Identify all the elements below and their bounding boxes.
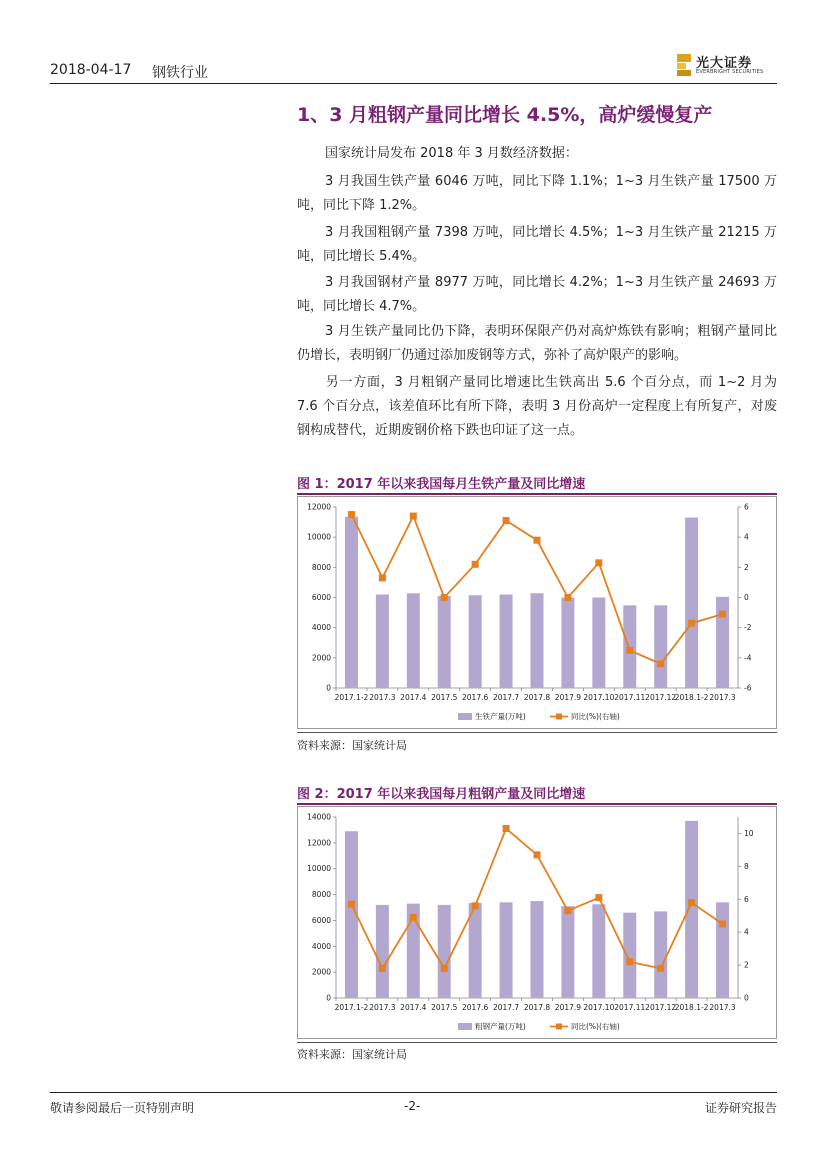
y2-tick-label: 6	[744, 894, 749, 904]
series-point	[657, 965, 664, 972]
series-point	[534, 851, 541, 858]
bar	[592, 598, 605, 689]
bar	[469, 903, 482, 998]
y-tick-label: 12000	[307, 502, 331, 512]
series-point	[595, 559, 602, 566]
y2-tick-label: 2	[744, 960, 749, 970]
series-point	[348, 511, 355, 518]
figure-2-source: 资料来源：国家统计局	[297, 1048, 407, 1061]
bar	[654, 605, 667, 688]
footer-rule	[50, 1092, 777, 1093]
bar	[685, 518, 698, 688]
x-tick-label: 2017.10	[583, 1003, 615, 1012]
y-tick-label: 6000	[311, 593, 331, 602]
y-tick-label: 2000	[311, 967, 331, 977]
y-tick-label: 12000	[307, 838, 331, 848]
report-date: 2018-04-17	[50, 62, 132, 78]
bar	[500, 902, 513, 998]
legend-bar-label: 粗钢产量(万吨)	[475, 1022, 526, 1031]
x-tick-label: 2017.4	[400, 693, 427, 702]
x-tick-label: 2017.1-2	[334, 1003, 369, 1012]
series-point	[564, 907, 571, 914]
x-tick-label: 2017.11	[614, 693, 646, 702]
series-point	[410, 513, 417, 520]
y-tick-label: 4000	[311, 941, 331, 951]
y2-tick-label: 0	[744, 993, 749, 1003]
y-tick-label: 10000	[307, 532, 331, 542]
company-logo	[677, 52, 777, 80]
figure-1-source: 资料来源：国家统计局	[297, 739, 407, 752]
paragraph-6: 另一方面，3 月粗钢产量同比增速比生铁高出 5.6 个百分点，而 1~2 月为 7.6 个百分点，该差值环比有所下降，表明 3 月份高炉一定程度上有所复产，对废钢构成替代，近期废钢价格下跌也印证了这一点。	[297, 375, 777, 438]
series-point	[688, 899, 695, 906]
figure-2-bottom-rule	[297, 1042, 777, 1043]
series-point	[441, 965, 448, 972]
y2-tick-label: -2	[744, 623, 752, 633]
x-tick-label: 2018.1-2	[674, 693, 709, 702]
y-tick-label: 0	[326, 683, 331, 693]
bar	[376, 905, 389, 998]
y-tick-label: 8000	[311, 562, 331, 572]
bar	[716, 902, 729, 998]
y-tick-label: 10000	[307, 864, 331, 874]
series-point	[626, 647, 633, 654]
x-tick-label: 2017.8	[523, 693, 551, 702]
legend-bar-swatch	[458, 713, 472, 720]
footer-disclaimer: 敬请参阅最后一页特别声明	[50, 1101, 195, 1115]
x-tick-label: 2017.3	[369, 1003, 396, 1012]
bar	[685, 821, 698, 998]
paragraph-4: 3 月我国钢材产量 8977 万吨，同比增长 4.2%；1~3 月生铁产量 24693 万吨，同比增长 4.7%。	[297, 275, 777, 314]
figure-2-svg	[298, 807, 776, 1038]
series-point	[348, 901, 355, 908]
x-tick-label: 2017.10	[583, 693, 615, 702]
section-title: 1、3 月粗钢产量同比增长 4.5%，高炉缓慢复产	[297, 104, 713, 126]
page-header	[50, 52, 777, 84]
series-point	[503, 517, 510, 524]
series-point	[472, 561, 479, 568]
series-point	[379, 574, 386, 581]
bar	[469, 595, 482, 688]
x-tick-label: 2017.5	[431, 1003, 458, 1012]
page-number: -2-	[404, 1099, 421, 1113]
bar	[438, 905, 451, 998]
bar	[716, 597, 729, 688]
bar	[500, 594, 513, 688]
y2-tick-label: 4	[744, 532, 749, 542]
series-point	[657, 660, 664, 667]
y-tick-label: 2000	[311, 653, 331, 663]
x-tick-label: 2017.7	[492, 693, 520, 702]
figure-2-chart	[297, 806, 777, 1039]
x-tick-label: 2017.3	[709, 693, 736, 702]
y2-tick-label: 4	[744, 927, 749, 937]
bar	[376, 594, 389, 688]
x-tick-label: 2017.8	[523, 1003, 551, 1012]
series-point	[441, 594, 448, 601]
paragraph-1: 国家统计局发布 2018 年 3 月数经济数据：	[325, 146, 578, 161]
figure-1-bottom-rule	[297, 732, 777, 733]
logo-name-en: EVERBRIGHT SECURITIES	[696, 69, 764, 75]
y-tick-label: 8000	[311, 890, 331, 900]
x-tick-label: 2017.4	[400, 1003, 427, 1012]
bar	[407, 593, 420, 688]
series-point	[410, 914, 417, 921]
bar	[623, 605, 636, 688]
x-tick-label: 2017.12	[645, 1003, 677, 1012]
x-tick-label: 2017.11	[614, 1003, 646, 1012]
paragraph-5: 3 月生铁产量同比仍下降，表明环保限产仍对高炉炼铁有影响；粗钢产量同比仍增长，表明钢厂仍通过添加废钢等方式，弥补了高炉限产的影响。	[297, 324, 777, 363]
y2-tick-label: 6	[744, 502, 749, 512]
paragraph-2: 3 月我国生铁产量 6046 万吨，同比下降 1.1%；1~3 月生铁产量 17500 万吨，同比下降 1.2%。	[297, 174, 777, 213]
y2-tick-label: -4	[744, 653, 752, 663]
x-tick-label: 2017.3	[709, 1003, 736, 1012]
bar	[561, 906, 574, 998]
series-point	[626, 958, 633, 965]
x-tick-label: 2018.1-2	[674, 1003, 709, 1012]
bar	[531, 901, 544, 998]
x-tick-label: 2017.3	[369, 693, 396, 702]
logo-mark-icon	[677, 54, 691, 76]
y-tick-label: 14000	[307, 812, 331, 822]
bar	[592, 904, 605, 998]
figure-1-svg	[298, 497, 776, 728]
legend-line-label: 同比(%)(右轴)	[571, 1022, 620, 1031]
x-tick-label: 2017.5	[431, 693, 458, 702]
series-point	[595, 894, 602, 901]
series-point	[472, 902, 479, 909]
figure-2-rule	[297, 803, 777, 805]
series-point	[719, 611, 726, 618]
x-tick-label: 2017.1-2	[334, 693, 369, 702]
y2-tick-label: 2	[744, 562, 749, 572]
series-point	[719, 920, 726, 927]
bar	[345, 517, 358, 688]
figure-1-chart	[297, 496, 777, 729]
bar	[531, 593, 544, 688]
industry-label: 钢铁行业	[152, 65, 208, 81]
bar	[561, 598, 574, 689]
legend-line-label: 同比(%)(右轴)	[571, 712, 620, 721]
figure-1-rule	[297, 493, 777, 495]
bar	[623, 913, 636, 998]
x-tick-label: 2017.6	[462, 693, 489, 702]
series-point	[534, 537, 541, 544]
x-tick-label: 2017.9	[554, 1003, 582, 1012]
x-tick-label: 2017.6	[462, 1003, 489, 1012]
bar	[654, 911, 667, 998]
y-tick-label: 6000	[311, 915, 331, 925]
series-point	[503, 825, 510, 832]
legend-line-marker	[556, 1024, 562, 1030]
legend-bar-label: 生铁产量(万吨)	[475, 712, 526, 721]
paragraph-3: 3 月我国粗钢产量 7398 万吨，同比增长 4.5%；1~3 月生铁产量 21215 万吨，同比增长 5.4%。	[297, 225, 777, 264]
y2-tick-label: 10	[744, 828, 754, 838]
figure-1-title: 图 1：2017 年以来我国每月生铁产量及同比增速	[297, 477, 586, 492]
legend-line-marker	[556, 714, 562, 720]
bar	[438, 596, 451, 688]
series-point	[379, 965, 386, 972]
x-tick-label: 2017.7	[492, 1003, 520, 1012]
y2-tick-label: -6	[744, 683, 752, 693]
x-tick-label: 2017.12	[645, 693, 677, 702]
figure-2-title: 图 2：2017 年以来我国每月粗钢产量及同比增速	[297, 787, 586, 802]
logo-name-cn: 光大证券	[696, 56, 753, 71]
x-tick-label: 2017.9	[554, 693, 582, 702]
series-point	[688, 620, 695, 627]
y2-tick-label: 8	[744, 861, 749, 871]
legend-bar-swatch	[458, 1023, 472, 1030]
y-tick-label: 4000	[311, 623, 331, 633]
y-tick-label: 0	[326, 993, 331, 1003]
footer-report-type: 证券研究报告	[704, 1101, 777, 1115]
y2-tick-label: 0	[744, 593, 749, 602]
series-point	[564, 594, 571, 601]
